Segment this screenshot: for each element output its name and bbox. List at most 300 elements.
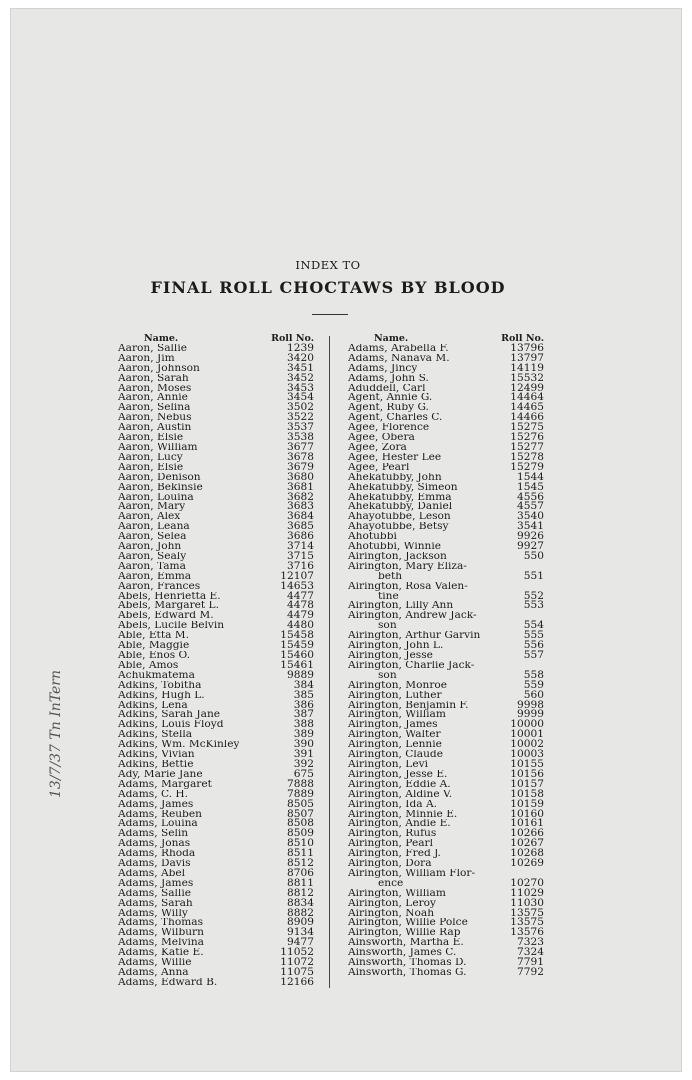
entry-name: Able, Enos O.: [118, 651, 190, 661]
entry-name: Ahekatubby, Simeon: [348, 482, 458, 493]
index-entry: [348, 641, 544, 651]
index-entry: [348, 688, 544, 701]
index-entry: [118, 351, 314, 364]
entry-name: Adams, Reuben: [118, 809, 202, 820]
entry-roll-number: 10158: [510, 787, 544, 800]
entry-name: Aaron, Nebus: [118, 413, 192, 424]
right-entries: [348, 341, 544, 978]
entry-name: Ainsworth, Thomas G.: [348, 968, 467, 978]
document-title: FINAL ROLL CHOCTAWS BY BLOOD: [150, 278, 506, 297]
index-entry: [118, 866, 314, 879]
index-entry: [348, 621, 544, 631]
index-entry: [348, 698, 544, 711]
index-heading: INDEX TO: [295, 258, 361, 272]
entry-name: Adams, Selin: [118, 829, 189, 840]
entry-roll-number: 10000: [510, 718, 544, 731]
index-entry: [348, 928, 544, 938]
entry-name: Aduddell, Carl: [348, 383, 426, 394]
entry-roll-number: 11052: [280, 946, 314, 959]
entry-name: Abels, Edward M.: [118, 611, 214, 622]
entry-name: Airington, Pearl: [348, 839, 433, 850]
entry-roll-number: 3715: [287, 549, 314, 562]
entry-name: Ainsworth, Martha E.: [348, 938, 464, 949]
entry-name: Adams, Jincy: [348, 363, 418, 374]
entry-name: Aaron, Bekinsie: [118, 482, 203, 493]
entry-roll-number: 8508: [287, 817, 314, 830]
entry-name: Aaron, Elsie: [118, 433, 184, 443]
index-entry: [118, 480, 314, 493]
index-entry: [118, 371, 314, 384]
index-entry: [348, 968, 544, 978]
entry-name: Agent, Ruby G.: [348, 403, 429, 414]
entry-name: Aaron, Jim: [118, 353, 175, 364]
index-entry: [118, 859, 314, 869]
entry-name: Agee, Obera: [348, 433, 415, 443]
entry-roll-number: 557: [523, 649, 544, 661]
entry-roll-number: 7792: [517, 966, 544, 978]
entry-name: Adams, John S.: [348, 373, 429, 384]
entry-name: Airington, Minnie E.: [348, 809, 458, 820]
entry-name: Aaron, Elsie: [118, 462, 184, 473]
title-rule: [312, 314, 348, 315]
index-entry: [348, 490, 544, 503]
entry-name: tine: [378, 591, 399, 602]
roll-header: Roll No.: [271, 333, 314, 344]
index-entry: [348, 502, 544, 512]
entry-name: Airington, Lilly Ann: [348, 601, 454, 612]
entry-name: Airington, Rufus: [348, 829, 437, 840]
index-entry: [348, 678, 544, 691]
entry-roll-number: 3522: [287, 411, 314, 424]
index-entry: [348, 859, 544, 869]
entry-name: Aaron, Louina: [118, 492, 194, 503]
entry-name: Aaron, Leana: [118, 522, 190, 533]
entry-roll-number: 10266: [510, 827, 544, 840]
index-entry: [348, 470, 544, 483]
entry-name: Ainsworth, James C.: [348, 948, 457, 959]
entry-roll-number: 555: [523, 629, 544, 642]
entry-name: Ahekatubby, Emma: [348, 492, 452, 503]
entry-roll-number: 10159: [510, 797, 544, 810]
entry-name: Airington, Fred J.: [348, 849, 441, 860]
entry-roll-number: 556: [523, 639, 544, 652]
index-entry: [118, 787, 314, 800]
entry-name: beth: [378, 571, 403, 582]
index-entry: [118, 440, 314, 453]
entry-roll-number: 1544: [517, 470, 544, 483]
entry-name: Adams, Thomas: [118, 918, 204, 929]
entry-roll-number: 8834: [287, 896, 314, 909]
entry-name: Airington, Jesse E.: [348, 769, 448, 780]
entry-roll-number: 558: [523, 668, 544, 681]
entry-roll-number: 1545: [517, 480, 544, 493]
entry-name: Adkins, Louis Floyd: [118, 720, 224, 731]
entry-roll-number: 4477: [287, 589, 314, 602]
entry-roll-number: 11029: [510, 886, 544, 899]
entry-name: Adams, Sarah: [118, 898, 193, 909]
entry-roll-number: 10161: [510, 817, 544, 830]
index-entry: [118, 403, 314, 413]
entry-roll-number: 15459: [280, 639, 314, 652]
index-entry: [118, 849, 314, 859]
entry-roll-number: 14119: [510, 361, 544, 374]
entry-roll-number: 3686: [287, 530, 314, 543]
entry-roll-number: 10003: [510, 748, 544, 761]
entry-roll-number: 8812: [287, 886, 314, 899]
entry-name: Abels, Henrietta E.: [118, 591, 221, 602]
entry-roll-number: 9477: [287, 936, 314, 949]
entry-roll-number: 3537: [287, 421, 314, 434]
entry-name: Airington, John L.: [348, 641, 444, 651]
index-entry: [118, 688, 314, 701]
entry-roll-number: 15275: [510, 421, 544, 434]
entry-name: Airington, Claude: [348, 750, 443, 760]
index-entry: [118, 797, 314, 810]
index-entry: [118, 767, 314, 780]
index-entry: [118, 470, 314, 483]
entry-roll-number: 9998: [517, 698, 544, 711]
entry-name: Ahotubbi: [348, 532, 397, 543]
entry-roll-number: 7323: [517, 936, 544, 949]
entry-name: Adkins, Vivian: [118, 750, 195, 760]
entry-name: Adams, Nanava M.: [348, 353, 450, 364]
index-entry: [348, 938, 544, 948]
entry-roll-number: 8505: [287, 797, 314, 810]
entry-roll-number: 14464: [510, 391, 544, 404]
entry-name: Adkins, Stella: [118, 730, 193, 741]
index-entry: [118, 886, 314, 899]
entry-roll-number: 7888: [287, 777, 314, 790]
entry-name: Adams, Melvina: [118, 938, 204, 949]
entry-name: Aaron, Tama: [118, 561, 186, 572]
entry-name: Ahekatubby, John: [348, 472, 442, 483]
entry-roll-number: 3452: [287, 371, 314, 384]
entry-roll-number: 3684: [287, 510, 314, 523]
entry-roll-number: 388: [293, 718, 314, 731]
entry-roll-number: 9134: [287, 926, 314, 939]
entry-roll-number: 9926: [517, 530, 544, 543]
entry-roll-number: 10155: [510, 757, 544, 770]
entry-roll-number: 3454: [287, 391, 314, 404]
index-entry: [118, 601, 314, 611]
entry-roll-number: 15461: [280, 658, 314, 671]
entry-roll-number: 385: [293, 688, 314, 701]
entry-roll-number: 13576: [510, 926, 544, 939]
entry-roll-number: 9999: [517, 708, 544, 721]
index-entry: [348, 460, 544, 473]
index-entry: [348, 480, 544, 493]
handwritten-margin-note: 13/7/37 Tn InTern: [48, 669, 64, 798]
entry-name: Airington, William Flor-: [348, 868, 476, 879]
entry-roll-number: 3420: [287, 351, 314, 364]
index-entry: [118, 658, 314, 671]
entry-name: Airington, Jackson: [348, 551, 447, 562]
entry-roll-number: 550: [523, 549, 544, 562]
entry-roll-number: 15532: [510, 371, 544, 384]
index-entry: [118, 512, 314, 522]
entry-roll-number: 8512: [287, 857, 314, 870]
index-entry: [118, 532, 314, 542]
entry-roll-number: 8882: [287, 906, 314, 919]
entry-name: Airington, Ida A.: [348, 799, 437, 810]
index-entry: [118, 611, 314, 621]
index-entry: [348, 562, 544, 572]
entry-roll-number: 560: [523, 688, 544, 701]
entry-roll-number: 8509: [287, 827, 314, 840]
index-entry: [118, 460, 314, 473]
left-entries: [118, 341, 314, 988]
entry-roll-number: 3714: [287, 540, 314, 553]
index-entry: [348, 601, 544, 611]
index-entry: [118, 450, 314, 463]
entry-roll-number: 551: [523, 569, 544, 582]
entry-roll-number: 3677: [287, 440, 314, 453]
entry-name: Adkins, Hugh L.: [118, 690, 205, 701]
index-entry: [348, 668, 544, 681]
index-entry: [118, 678, 314, 691]
entry-name: Airington, Andie E.: [348, 819, 451, 830]
index-entry: [118, 740, 314, 750]
index-entry: [118, 906, 314, 919]
entry-name: Airington, Lennie: [348, 740, 442, 751]
entry-roll-number: 4557: [517, 500, 544, 513]
index-entry: [118, 668, 314, 681]
entry-roll-number: 552: [523, 589, 544, 602]
document-page: [10, 8, 682, 1072]
entry-name: Aaron, Lucy: [118, 452, 183, 463]
entry-name: Aaron, Sarah: [118, 373, 189, 384]
index-entry: [118, 361, 314, 374]
entry-roll-number: 390: [293, 738, 314, 751]
entry-name: Aaron, Moses: [118, 383, 192, 394]
index-entry: [348, 532, 544, 542]
index-entry: [118, 579, 314, 592]
entry-name: Adams, Sallie: [118, 888, 191, 899]
entry-name: Aaron, Mary: [118, 502, 186, 513]
index-entry: [348, 611, 544, 621]
index-entry: [118, 381, 314, 394]
index-entry: [118, 502, 314, 512]
column-divider: [329, 336, 330, 988]
entry-roll-number: 8706: [287, 866, 314, 879]
entry-name: Aaron, Annie: [118, 393, 188, 404]
entry-roll-number: 15278: [510, 450, 544, 463]
entry-roll-number: 14465: [510, 401, 544, 414]
entry-roll-number: 3453: [287, 381, 314, 394]
index-entry: [118, 975, 314, 988]
entry-roll-number: 392: [293, 757, 314, 770]
entry-roll-number: 12166: [280, 975, 314, 988]
entry-roll-number: 4480: [287, 619, 314, 632]
index-entry: [348, 549, 544, 562]
entry-roll-number: 10156: [510, 767, 544, 780]
entry-roll-number: 10157: [510, 777, 544, 790]
entry-name: Airington, Aldine V.: [348, 789, 453, 800]
entry-name: Airington, Leroy: [348, 898, 437, 909]
left-column-header: [118, 334, 314, 344]
entry-roll-number: 8811: [287, 876, 314, 889]
entry-name: Adams, Arabella F.: [348, 343, 449, 354]
entry-roll-number: 13575: [510, 906, 544, 919]
index-entry: [348, 631, 544, 641]
index-entry: [118, 777, 314, 790]
entry-roll-number: 8507: [287, 807, 314, 820]
entry-name: Agee, Pearl: [348, 462, 410, 473]
entry-roll-number: 11072: [280, 956, 314, 969]
entry-name: Airington, William: [348, 710, 446, 721]
entry-name: Airington, Noah: [348, 908, 435, 919]
entry-name: Adkins, Lena: [118, 700, 188, 711]
index-entry: [118, 589, 314, 602]
entry-roll-number: 15460: [280, 649, 314, 661]
index-entry: [118, 839, 314, 849]
entry-roll-number: 4478: [287, 599, 314, 612]
index-entry: [118, 413, 314, 423]
entry-name: Adkins, Bettie: [118, 759, 194, 770]
entry-name: Airington, Luther: [348, 690, 442, 701]
entry-name: Able, Etta M.: [118, 631, 189, 642]
entry-roll-number: 4479: [287, 609, 314, 622]
entry-name: Ahayotubbe, Betsy: [348, 522, 449, 533]
index-entry: [118, 490, 314, 503]
entry-roll-number: 391: [293, 748, 314, 761]
entry-roll-number: 3678: [287, 450, 314, 463]
entry-name: Adkins, Sarah Jane: [118, 710, 221, 721]
entry-roll-number: 3679: [287, 460, 314, 473]
entry-name: Able, Maggie: [118, 641, 190, 651]
entry-name: Airington, James: [348, 720, 438, 731]
entry-roll-number: 13575: [510, 916, 544, 929]
index-entry: [118, 542, 314, 552]
entry-name: Adams, James: [118, 878, 194, 889]
entry-roll-number: 8511: [287, 847, 314, 860]
entry-name: Airington, Jesse: [348, 651, 433, 661]
entry-name: Aaron, Sallie: [118, 343, 187, 354]
entry-roll-number: 9927: [517, 540, 544, 553]
entry-roll-number: 13797: [510, 351, 544, 364]
entry-name: son: [378, 670, 397, 681]
entry-roll-number: 15276: [510, 431, 544, 444]
entry-roll-number: 7324: [517, 946, 544, 959]
entry-name: Airington, Charlie Jack-: [348, 660, 475, 671]
entry-name: Adams, Abel: [118, 868, 186, 879]
entry-roll-number: 7791: [517, 956, 544, 969]
entry-name: Adams, James: [118, 799, 194, 810]
entry-roll-number: 13796: [510, 341, 544, 354]
index-entry: [118, 423, 314, 433]
entry-roll-number: 3680: [287, 470, 314, 483]
entry-name: Aaron, John: [118, 542, 182, 552]
index-entry: [118, 876, 314, 889]
right-column: [348, 334, 544, 978]
entry-name: Airington, Willie Rap: [348, 928, 461, 939]
index-entry: [118, 829, 314, 839]
entry-roll-number: 12107: [280, 569, 314, 582]
entry-roll-number: 11075: [280, 966, 314, 978]
entry-name: Aaron, William: [118, 442, 198, 453]
entry-name: Airington, Walter: [348, 730, 441, 741]
entry-name: Adams, Anna: [118, 968, 189, 978]
entry-roll-number: 1239: [287, 341, 314, 354]
index-entry: [348, 512, 544, 522]
entry-roll-number: 14466: [510, 411, 544, 424]
entry-name: Airington, Benjamin F.: [348, 700, 469, 711]
entry-roll-number: 9889: [287, 668, 314, 681]
entry-roll-number: 3502: [287, 401, 314, 414]
entry-name: Agent, Charles C.: [348, 413, 443, 424]
entry-roll-number: 559: [523, 678, 544, 691]
entry-name: Airington, William: [348, 888, 446, 899]
entry-roll-number: 10267: [510, 837, 544, 850]
index-entry: [348, 582, 544, 592]
entry-name: Adams, Edward B.: [118, 977, 218, 988]
entry-roll-number: 3681: [287, 480, 314, 493]
entry-roll-number: 11030: [510, 896, 544, 909]
entry-name: Agee, Hester Lee: [348, 452, 442, 463]
entry-roll-number: 3540: [517, 510, 544, 523]
entry-name: Able, Amos: [118, 660, 179, 671]
entry-name: Adams, Margaret: [118, 779, 212, 790]
index-entry: [348, 569, 544, 582]
entry-roll-number: 4556: [517, 490, 544, 503]
name-header: Name.: [374, 333, 409, 344]
entry-name: Ahotubbi, Winnie: [348, 542, 442, 552]
entry-roll-number: 10270: [510, 876, 544, 889]
entry-roll-number: 384: [293, 678, 314, 691]
entry-roll-number: 387: [293, 708, 314, 721]
index-entry: [118, 750, 314, 760]
entry-roll-number: 3541: [517, 520, 544, 533]
entry-roll-number: 675: [293, 767, 314, 780]
entry-roll-number: 3682: [287, 490, 314, 503]
entry-roll-number: 3538: [287, 431, 314, 444]
entry-name: Ady, Marie Jane: [118, 769, 203, 780]
entry-roll-number: 389: [293, 728, 314, 741]
entry-roll-number: 3685: [287, 520, 314, 533]
index-entry: [118, 522, 314, 532]
entry-name: Adkins, Wm. McKinley: [118, 740, 240, 751]
entry-name: Airington, Levi: [348, 759, 428, 770]
entry-name: Agee, Zora: [348, 442, 407, 453]
entry-name: Airington, Mary Eliza-: [348, 561, 467, 572]
entry-roll-number: 553: [523, 599, 544, 612]
entry-roll-number: 386: [293, 698, 314, 711]
entry-name: Adams, C. H.: [118, 789, 189, 800]
entry-name: Airington, Arthur Garvin: [348, 631, 481, 642]
entry-name: Abels, Lucile Belvin: [118, 621, 225, 632]
entry-name: Aaron, Austin: [118, 423, 192, 434]
entry-roll-number: 10268: [510, 847, 544, 860]
entry-roll-number: 10002: [510, 738, 544, 751]
entry-roll-number: 10269: [510, 857, 544, 870]
entry-name: Adams, Willie: [118, 958, 192, 968]
name-header: Name.: [144, 333, 179, 344]
entry-roll-number: 8909: [287, 916, 314, 929]
entry-name: Aaron, Denison: [118, 472, 201, 483]
entry-name: Adams, Katie E.: [118, 948, 204, 959]
index-entry: [118, 896, 314, 909]
entry-roll-number: 12499: [510, 381, 544, 394]
entry-name: Aaron, Emma: [118, 571, 192, 582]
entry-name: Adams, Wilburn: [118, 928, 204, 939]
index-entry: [118, 698, 314, 711]
index-entry: [118, 918, 314, 928]
entry-name: Aaron, Alex: [118, 512, 181, 523]
entry-name: Agee, Florence: [348, 423, 430, 434]
index-entry: [118, 757, 314, 770]
entry-roll-number: 15279: [510, 460, 544, 473]
entry-name: Adams, Davis: [118, 859, 191, 869]
